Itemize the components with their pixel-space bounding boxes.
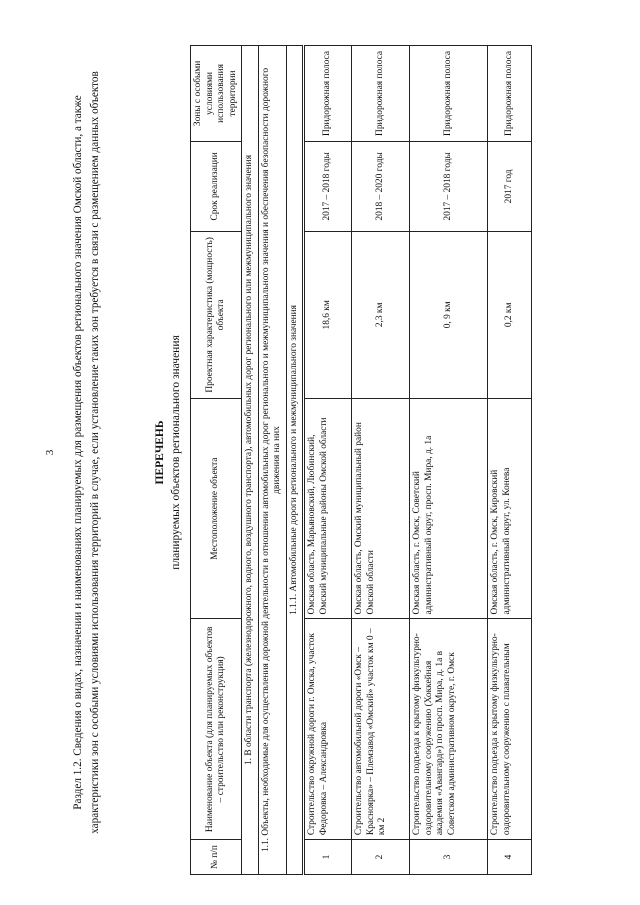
table-header-row [191, 46, 242, 875]
row-term: 2017 – 2018 годы [410, 141, 488, 231]
row-term: 2017 год [488, 141, 532, 231]
section-row [258, 46, 286, 875]
row-capacity: 18,6 км [304, 231, 352, 398]
row-name: Строительство автомобильной дороги «Омск – Красноярка» – Племзавод «Омский» участок км 0 – км 2 [352, 619, 410, 840]
table-row [488, 46, 532, 875]
row-zone: Придорожная полоса [304, 46, 352, 142]
list-subtitle: планируемых объектов регионального значения [170, 335, 182, 570]
page-number: 3 [44, 449, 56, 456]
row-num: 1 [304, 840, 352, 875]
row-num: 4 [488, 840, 532, 875]
list-title: ПЕРЕЧЕНЬ [154, 420, 166, 485]
row-num: 3 [410, 840, 488, 875]
table-row [304, 46, 352, 875]
row-zone: Придорожная полоса [488, 46, 532, 142]
section-row [242, 46, 259, 875]
col-header-term: Срок реализации [191, 141, 242, 231]
row-name: Строительство окружной дороги г. Омска, участок Федоровка – Александровка [304, 619, 352, 840]
section-heading: Раздел 1.2. Сведения о видах, назначении и наименованиях планируемых для размещения объектов регионального значения Омской области, а также характеристики зон с особыми условиями использования территорий в случае, если установление таких зон требуется в связи с размещением данных объектов [72, 71, 101, 834]
col-header-location: Местоположение объекта [191, 398, 242, 619]
row-location: Омская область, г. Омск, Кировский административный округ, ул. Конева [488, 398, 532, 619]
row-capacity: 0, 9 км [410, 231, 488, 398]
row-name: Строительство подъезда к крытому физкультурно-оздоровительному сооружению (Хоккейная академия «Авангард») по просп. Мира, д. 1а в Советском административном округе, г. Омск [410, 619, 488, 840]
row-capacity: 0,2 км [488, 231, 532, 398]
section-1-1-1: 1.1.1. Автомобильные дороги регионального и межмуниципального значения [286, 46, 304, 875]
row-zone: Придорожная полоса [410, 46, 488, 142]
col-header-name: Наименование объекта (для планируемых объектов – строительство или реконструкция) [191, 619, 242, 840]
row-capacity: 2,3 км [352, 231, 410, 398]
table-row [410, 46, 488, 875]
table-row [352, 46, 410, 875]
row-location: Омская область, г. Омск, Советский административный округ, просп. Мира, д. 1а [410, 398, 488, 619]
row-num: 2 [352, 840, 410, 875]
col-header-capacity: Проектная характеристика (мощность) объекта [191, 231, 242, 398]
row-name: Строительство подъезда к крытому физкультурно-оздоровительному сооружению с плавательным [488, 619, 532, 840]
row-term: 2018 – 2020 годы [352, 141, 410, 231]
row-location: Омская область, Марьяновский, Любинский, Омский муниципальные районы Омской области [304, 398, 352, 619]
section-row [286, 46, 304, 875]
objects-table [190, 45, 532, 875]
section-1-1: 1.1. Объекты, необходимые для осуществления дорожной деятельности в отношении автомобильных дорог регионального и межмуниципального значения и обеспечения безопасности дорожного движения на них [258, 46, 286, 875]
row-zone: Придорожная полоса [352, 46, 410, 142]
col-header-num: № п/п [191, 840, 242, 875]
row-term: 2017 – 2018 годы [304, 141, 352, 231]
row-location: Омская область, Омский муниципальный район Омской области [352, 398, 410, 619]
list-title-block [152, 0, 184, 905]
section-1: 1. В области транспорта (железнодорожного, водного, воздушного транспорта), автомобильных дорог регионального или межмуниципального значения [242, 46, 259, 875]
col-header-zone: Зоны с особыми условиями использования территории [191, 46, 242, 142]
